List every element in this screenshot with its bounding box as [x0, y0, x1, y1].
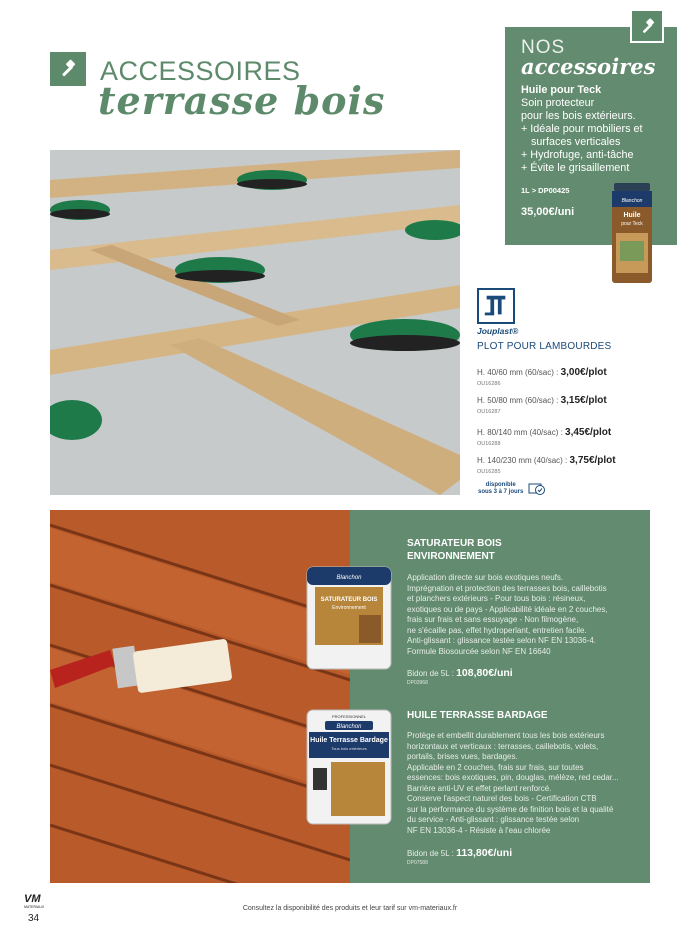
- desc-line: Protège et embellit durablement tous les bois extérieurs: [407, 731, 605, 740]
- huile-bardage-title: HUILE TERRASSE BARDAGE: [407, 710, 548, 721]
- plot-ref: OU16285: [477, 469, 501, 475]
- price-label: Bidon de 5L :: [407, 849, 457, 858]
- promo-line: pour les bois extérieurs.: [521, 110, 636, 122]
- can-label: pour Teck: [621, 221, 643, 227]
- availability-line: disponible: [485, 482, 516, 488]
- promo-accessoires: accessoires: [521, 54, 656, 79]
- page-subtitle: terrasse bois: [98, 78, 386, 123]
- footer-note: Consultez la disponibilité des produits et leur tarif sur vm-materiaux.fr: [242, 905, 458, 912]
- can-label: Tous bois extérieurs: [331, 746, 367, 751]
- vm-logo-sub: MATERIAUX: [24, 905, 45, 909]
- plot-title: PLOT POUR LAMBOURDES: [477, 341, 612, 352]
- promo-price: 35,00€/uni: [521, 206, 575, 218]
- plot-size: H. 50/80 mm (60/sac) :: [477, 396, 561, 405]
- can-brand: Blanchon: [621, 198, 643, 204]
- plot-price: 3,75€/plot: [569, 455, 616, 466]
- promo-description: [521, 84, 673, 175]
- availability-note: [478, 482, 523, 496]
- jouplast-logo: [477, 288, 515, 324]
- desc-line: frais sur frais et sans essuyage - Non filmogène,: [407, 615, 579, 624]
- plot-ref: OU16288: [477, 441, 501, 447]
- promo-line: + Idéale pour mobiliers et: [521, 123, 643, 135]
- plot-ref: OU16286: [477, 381, 501, 387]
- plot-price: 3,15€/plot: [560, 395, 607, 406]
- delivery-check-icon: [528, 481, 546, 495]
- desc-line: Imprégnation et protection des terrasses bois, caillebotis: [407, 583, 607, 593]
- hammer-icon: [637, 16, 658, 37]
- plot-row: [477, 362, 677, 387]
- can-brand: Blanchon: [336, 575, 362, 581]
- saturateur-title: [407, 537, 502, 563]
- can-brand: Blanchon: [336, 724, 362, 730]
- vm-logo: VM: [24, 893, 41, 905]
- desc-line: Application directe sur bois exotiques neufs.: [407, 573, 564, 582]
- saturateur-title-line: SATURATEUR BOIS: [407, 538, 502, 549]
- can-label: SATURATEUR BOIS: [320, 597, 378, 603]
- desc-line: Applicable en 2 couches, frais sur frais, sur toutes: [407, 762, 584, 772]
- plot-row: [477, 422, 677, 447]
- saturateur-price: [407, 667, 513, 679]
- plot-price: 3,45€/plot: [565, 427, 612, 438]
- desc-line: Conserve l'aspect naturel des bois - Certification CTB: [407, 794, 597, 803]
- desc-line: essences: bois exotiques, pin, douglas, mélèze, red cedar...: [407, 773, 619, 782]
- teck-oil-can-image: [610, 183, 654, 285]
- products-panel: [350, 510, 650, 883]
- desc-line: ne s'écaille pas, effet hydroperlant, entretien facile.: [407, 625, 587, 635]
- saturateur-title-line: ENVIRONNEMENT: [407, 551, 495, 562]
- huile-bardage-ref: DP07588: [407, 860, 428, 866]
- desc-line: et planchers extérieurs - Pour tous bois : résineux,: [407, 594, 586, 603]
- hammer-badge: [50, 52, 86, 86]
- promo-line: + Évite le grisaillement: [521, 162, 630, 174]
- promo-hammer-badge: [630, 9, 664, 43]
- plot-size: H. 80/140 mm (40/sac) :: [477, 428, 566, 437]
- can-top: PROFESSIONNEL: [331, 714, 367, 719]
- promo-line: Soin protecteur: [521, 97, 595, 109]
- promo-nos: NOS: [521, 37, 566, 58]
- promo-line: surfaces verticales: [531, 136, 621, 148]
- price-value: 113,80€/uni: [456, 847, 513, 859]
- huile-bardage-description: [407, 731, 643, 836]
- promo-ref: 1L > DP00425: [521, 186, 570, 195]
- can-label: Huile Terrasse Bardage: [310, 737, 388, 744]
- plot-row: [477, 450, 677, 475]
- jouplast-logo-icon: [482, 292, 510, 320]
- huile-bardage-can-image: [305, 708, 393, 826]
- desc-line: horizontaux et verticaux : terrasses, caillebotis, volets,: [407, 741, 599, 751]
- desc-line: sur la performance du système de finition bois et la qualité: [407, 804, 614, 814]
- saturateur-can-image: [305, 565, 393, 671]
- can-label: Huile: [623, 212, 641, 219]
- plot-size: H. 40/60 mm (60/sac) :: [477, 368, 561, 377]
- page-title: ACCESSOIRES: [100, 56, 301, 86]
- deck-structure-photo: [50, 150, 460, 495]
- price-label: Bidon de 5L :: [407, 669, 457, 678]
- hammer-icon: [55, 57, 80, 81]
- desc-line: Formule Biosourcée selon NF EN 16640: [407, 646, 551, 656]
- plot-ref: OU16287: [477, 409, 501, 415]
- page-number: 34: [28, 913, 40, 924]
- huile-bardage-price: [407, 847, 512, 859]
- desc-line: Anti-glissant : glissance testée selon NF EN 13036-4.: [407, 636, 596, 645]
- desc-line: portails, brises vues, bardages.: [407, 752, 518, 761]
- saturateur-ref: DP03968: [407, 680, 428, 686]
- jouplast-brand: Jouplast®: [477, 326, 519, 336]
- desc-line: Barrière anti-UV et effet perlant renforcé.: [407, 783, 552, 793]
- promo-product-name: Huile pour Teck: [521, 84, 602, 96]
- plot-size: H. 140/230 mm (40/sac) :: [477, 456, 570, 465]
- promo-line: + Hydrofuge, anti-tâche: [521, 149, 634, 161]
- desc-line: NF EN 13036-4 - Résiste à l'eau chlorée: [407, 825, 551, 835]
- availability-line: sous 3 à 7 jours: [478, 489, 524, 495]
- can-label: Environnement: [332, 605, 366, 611]
- price-value: 108,80€/uni: [456, 667, 513, 679]
- desc-line: exotiques ou de pays - Applicabilité idéale en 2 couches,: [407, 604, 608, 614]
- saturateur-description: [407, 573, 643, 657]
- plot-row: [477, 390, 677, 415]
- desc-line: du service - Anti-glissant : glissance testée selon: [407, 815, 580, 824]
- plot-price: 3,00€/plot: [560, 367, 607, 378]
